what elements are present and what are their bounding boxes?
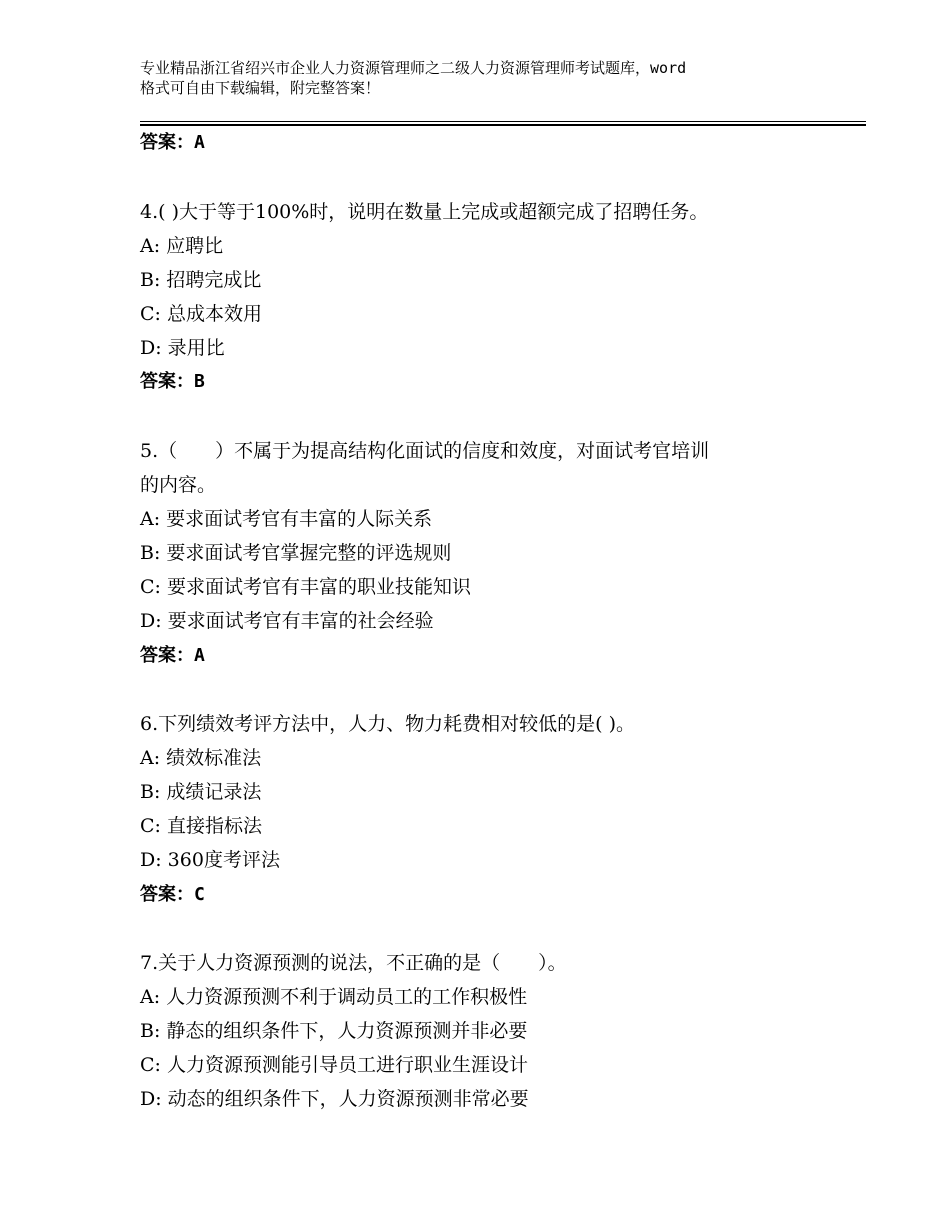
question-6-option-d: D: 360度考评法 — [140, 849, 280, 871]
header-line-1: 专业精品浙江省绍兴市企业人力资源管理师之二级人力资源管理师考试题库，word — [140, 59, 687, 77]
question-4-option-a: A: 应聘比 — [140, 235, 224, 257]
question-5-option-a: A: 要求面试考官有丰富的人际关系 — [140, 508, 433, 530]
question-4-answer: 答案：B — [140, 371, 205, 392]
question-5-option-d: D: 要求面试考官有丰富的社会经验 — [140, 610, 434, 632]
question-5-answer: 答案：A — [140, 645, 205, 666]
question-6-option-a: A: 绩效标准法 — [140, 747, 262, 769]
question-5-stem-line-1: 5.（ ）不属于为提高结构化面试的信度和效度，对面试考官培训 — [140, 440, 710, 462]
question-5-option-c: C: 要求面试考官有丰富的职业技能知识 — [140, 576, 471, 598]
document-header — [140, 58, 840, 98]
question-6-option-b: B: 成绩记录法 — [140, 781, 262, 803]
question-4-stem: 4.( )大于等于100%时，说明在数量上完成或超额完成了招聘任务。 — [140, 201, 709, 223]
question-7-stem: 7.关于人力资源预测的说法，不正确的是（ ）。 — [140, 952, 567, 974]
question-7-option-b: B: 静态的组织条件下，人力资源预测并非必要 — [140, 1020, 528, 1042]
question-5-option-b: B: 要求面试考官掌握完整的评选规则 — [140, 542, 452, 564]
question-6-stem: 6.下列绩效考评方法中，人力、物力耗费相对较低的是( )。 — [140, 713, 635, 735]
answer-previous: 答案：A — [140, 132, 205, 153]
question-7-option-c: C: 人力资源预测能引导员工进行职业生涯设计 — [140, 1054, 528, 1076]
header-line-2: 格式可自由下载编辑，附完整答案！ — [140, 79, 381, 97]
question-6-option-c: C: 直接指标法 — [140, 815, 262, 837]
question-6-answer: 答案：C — [140, 884, 205, 905]
question-7-option-d: D: 动态的组织条件下，人力资源预测非常必要 — [140, 1088, 529, 1110]
question-5-stem-line-2: 的内容。 — [140, 474, 217, 496]
header-rule-thin — [140, 121, 866, 122]
question-7-option-a: A: 人力资源预测不利于调动员工的工作积极性 — [140, 986, 528, 1008]
header-rule-thick — [140, 124, 866, 126]
question-4-option-d: D: 录用比 — [140, 337, 225, 359]
question-4-option-b: B: 招聘完成比 — [140, 269, 262, 291]
question-4-option-c: C: 总成本效用 — [140, 303, 262, 325]
